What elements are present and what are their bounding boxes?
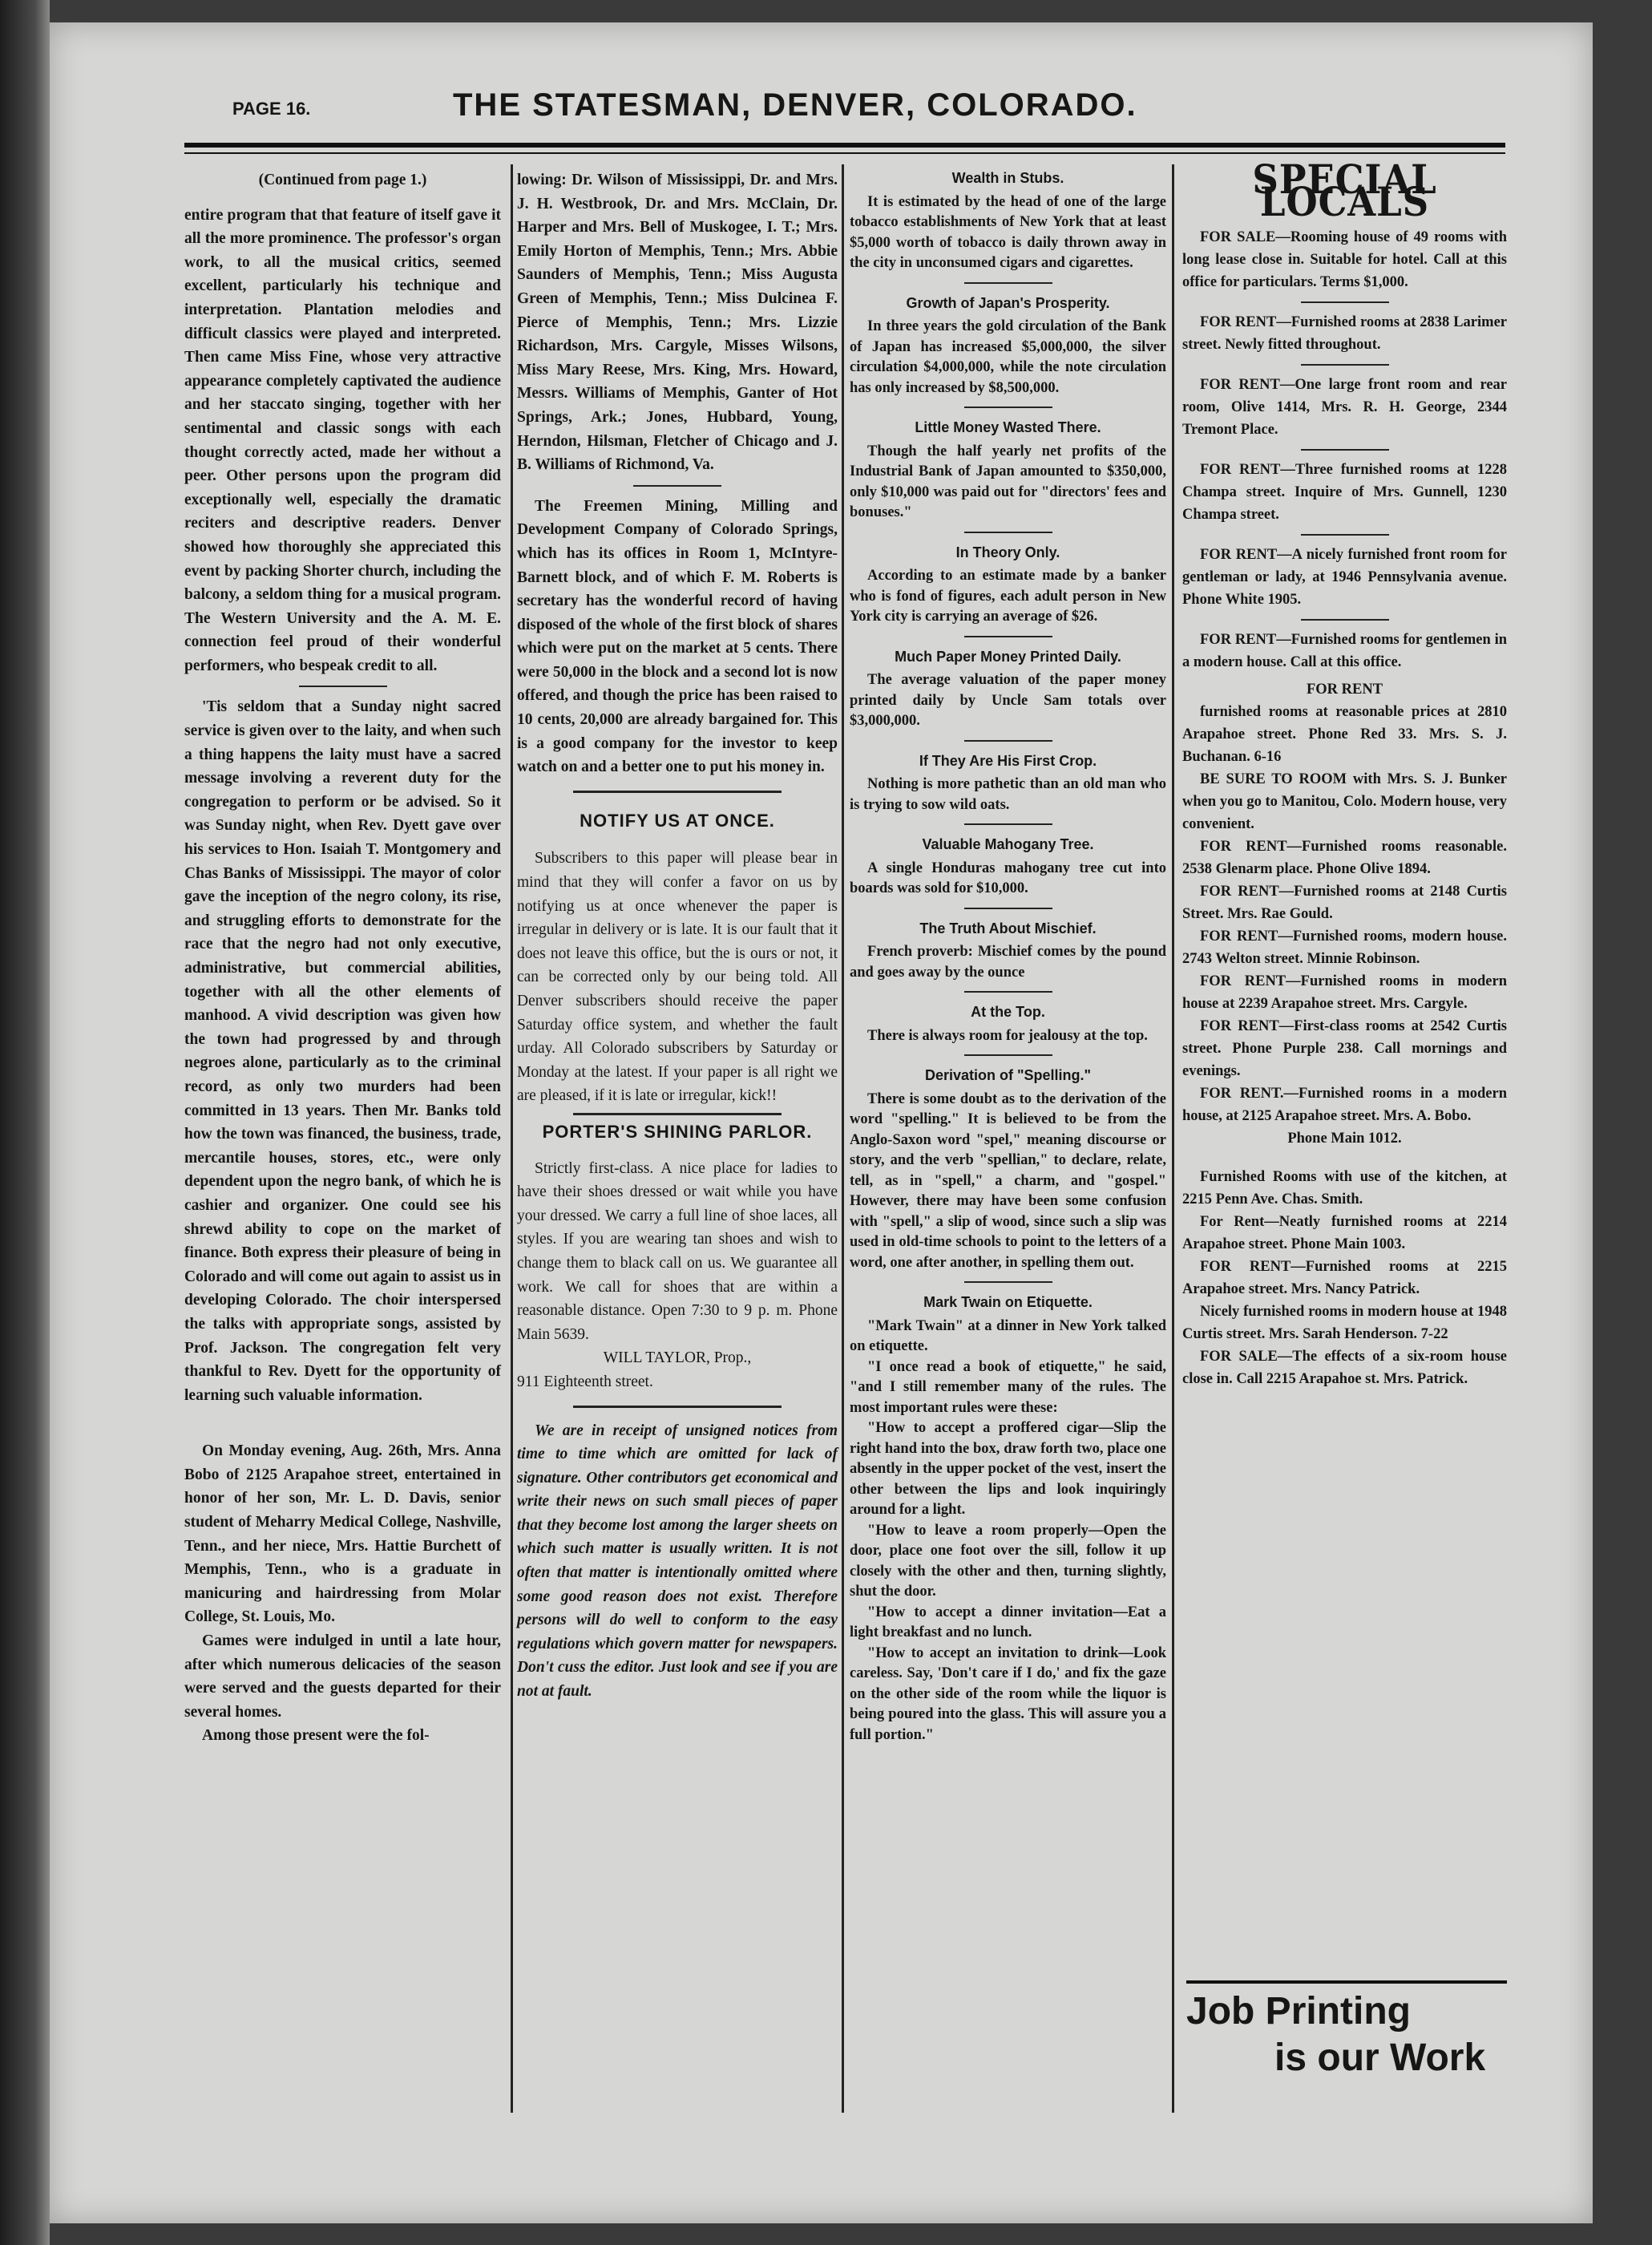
separator [964,636,1052,637]
article-paragraph: Among those present were the fol- [202,1727,430,1745]
headline: Growth of Japan's Prosperity. [906,294,1110,311]
column-2 [517,168,838,1704]
separator [964,823,1052,825]
job-printing-rule [1186,1980,1507,1984]
classified-ad: FOR SALE—The effects of a six-room house close in. Call 2215 Arapahoe st. Mrs. Patrick. [1182,1349,1507,1387]
column-rule-2 [842,164,844,2113]
masthead-rule-thin [184,152,1505,154]
mining-company-notice: The Freemen Mining, Milling and Development Company of Colorado Springs, which has its offices in Room 1, McIntyre-Barnett block, and of which F. M. Roberts is secretary has the wonderful record of having disposed of the whole of the first block of shares which were put on the market at 5 cents. There were 50,000 in the block and a second lot is now offered, and though the price has been raised to 10 cents, 20,000 are already bargained for. This is a good company for the investor to keep watch on and a better one to put his money in. [517,497,838,776]
item-body: "How to leave a room properly—Open the door, place one foot over the sill, follow it up closely with the other and then, turning slightly, shut the door. [850,1522,1166,1600]
classified-ad: FOR RENT—Three furnished rooms at 1228 Champa street. Inquire of Mrs. Gunnell, 1230 Champa street. [1182,462,1507,523]
page-number: PAGE 16. [232,99,311,119]
classified-ad: BE SURE TO ROOM with Mrs. S. J. Bunker when you go to Manitou, Colo. Modern house, very convenient. [1182,771,1507,832]
classified-ad: For Rent—Neatly furnished rooms at 2214 Arapahoe street. Phone Main 1003. [1182,1214,1507,1252]
classified-ad: FOR RENT—First-class rooms at 2542 Curtis street. Phone Purple 238. Call mornings and evenings. [1182,1018,1507,1079]
item-body: It is estimated by the head of one of the large tobacco establishments of New York that at least $5,000 worth of tobacco is daily thrown away in the city in unconsumed cigars and cigarettes. [850,193,1166,271]
classified-ad: FOR RENT—One large front room and rear room, Olive 1414, Mrs. R. H. George, 2344 Tremont Place. [1182,377,1507,438]
column-rule-3 [1172,164,1174,2113]
classified-ad: FOR RENT—Furnished rooms at 2838 Larimer street. Newly fitted throughout. [1182,314,1507,353]
classified-ad: FOR RENT—Furnished rooms for gentlemen in a modern house. Call at this office. [1182,632,1507,670]
separator [1301,534,1389,536]
unsigned-notice: We are in receipt of unsigned notices from time to time which are omitted for lack of signature. Other contributors get economical and write their news on such small pieces of paper that they become lost among the larger sheets on which such matter is usually written. It is not often that matter is intentionally omitted where some good reason does not exist. Therefore persons will do well to conform to the easy regulations which govern matter for newspapers. Don't cuss the editor. Just look and see if you are not at fault. [517,1422,838,1701]
headline: Mark Twain on Etiquette. [923,1294,1093,1310]
headline: At the Top. [971,1004,1045,1020]
separator [964,282,1052,284]
separator [299,686,387,687]
separator [964,740,1052,742]
masthead-rule [184,143,1505,148]
classified-ad: furnished rooms at reasonable prices at 2810 Arapahoe street. Phone Red 33. Mrs. S. J. Buchanan. 6-16 [1182,704,1507,765]
classified-ad: Nicely furnished rooms in modern house at 1948 Curtis street. Mrs. Sarah Henderson. 7-22 [1182,1304,1507,1342]
special-locals-title: SPECIAL LOCALS [1252,156,1437,225]
porter-body: Strictly first-class. A nice place for ladies to have their shoes dressed or wait while you have your dressed. We carry a full line of shoe laces, all styles. If you are wearing tan shoes and wish to change them to black call on us. We guarantee all work. We call for shoes that are within a reasonable distance. Open 7:30 to 9 p. m. Phone Main 5639. [517,1159,838,1343]
separator [1301,301,1389,303]
job-printing-line1: Job Printing [1186,1990,1411,2033]
item-body: "How to accept a proffered cigar—Slip the right hand into the box, draw forth two, place one absently in the upper pocket of the vest, insert the other between the lips and look inquiringly around for a light. [850,1420,1166,1518]
separator [1301,449,1389,451]
article-paragraph: 'Tis seldom that a Sunday night sacred service is given over to the laity, and when such a thing happens the laity must have a sacred message involving a reverent duty for the congregation to perform or be advised. So it was Sunday night, when Rev. Dyett gave over his services to Hon. Isaiah T. Montgomery and Chas Banks of Mississippi. The mayor of color gave the inception of the negro colony, its rise, and struggling efforts to demonstrate for the race that the negro had not only executive, administrative, but commercial abilities, together with all the other elements of manhood. A vivid description was given how the town had progressed by and through negroes alone, particularly as to the criminal record, as only two murders had been committed in 13 years. Then Mr. Banks told how the town was financed, the business, trade, mercantile houses, stores, etc., were only dependent upon the negro bank, of which he is cashier and organizer. One could see his shrewd ability to cope on the market of finance. Both express their pleasure of being in Colorado and will come out again to assist us in developing Colorado. The choir interspersed the talks with appropriate songs, assisted by Prof. Jackson. The congregation felt very thankful to Rev. Dyett for the opportunity of learning such valuable information. [184,698,501,1404]
item-body: In three years the gold circulation of the Bank of Japan has increased $5,000,000, the silver circulation $4,000,000, while the note circulation has only increased by $8,500,000. [850,318,1166,396]
column-1 [184,168,501,1748]
headline: Much Paper Money Printed Daily. [895,648,1121,665]
headline: Valuable Mahogany Tree. [922,836,1094,852]
porter-heading: PORTER'S SHINING PARLOR. [542,1121,813,1142]
article-paragraph: Games were indulged in until a late hour, after which numerous delicacies of the season were served and the guests departed for their several homes. [184,1632,501,1721]
item-body: There is always room for jealousy at the top. [867,1027,1148,1044]
column-rule-1 [511,164,513,2113]
separator [573,1406,782,1408]
classified-ad: FOR RENT—Furnished rooms reasonable. 2538 Glenarm place. Phone Olive 1894. [1182,839,1507,877]
separator [1301,364,1389,366]
item-body: "I once read a book of etiquette," he said, "and I still remember many of the rules. The most important rules were these: [850,1358,1166,1416]
continued-line: (Continued from page 1.) [258,172,427,188]
item-body: A single Honduras mahogany tree cut into boards was sold for $10,000. [850,860,1166,896]
item-body: According to an estimate made by a banker who is fond of figures, each adult person in New York city is carrying an average of $26. [850,568,1166,625]
porter-address: 911 Eighteenth street. [517,1373,653,1390]
classified-ad: Furnished Rooms with use of the kitchen, at 2215 Penn Ave. Chas. Smith. [1182,1169,1507,1207]
headline: The Truth About Mischief. [919,920,1097,936]
classified-ad: FOR RENT—Furnished rooms in modern house at 2239 Arapahoe street. Mrs. Cargyle. [1182,973,1507,1012]
separator [964,1054,1052,1056]
item-body: Though the half yearly net profits of the Industrial Bank of Japan amounted to $350,000, only $10,000 was paid out for "directors' fees and bonuses." [850,443,1166,520]
separator [964,1281,1052,1283]
separator [573,1113,782,1115]
item-body: There is some doubt as to the derivation of the word "spelling." It is believed to be from the Anglo-Saxon word "spel," meaning discourse or story, and the verb "spellian," to declare, relate, tell, as in "spell," a charm, and "gospel." However, there may have been some confusion with "spell," a slip of wood, since such a slip was used in old-time schools to point to the letters of a word, one after another, in spelling them out. [850,1090,1166,1271]
job-printing-banner [1186,1988,1507,2081]
item-body: The average valuation of the paper money printed daily by Uncle Sam totals over $3,000,000. [850,672,1166,729]
separator [964,908,1052,909]
scan-edge [0,0,50,2245]
item-body: "How to accept a dinner invitation—Eat a light breakfast and no lunch. [850,1604,1166,1640]
classified-ad: FOR RENT—A nicely furnished front room for gentleman or lady, at 1946 Pennsylvania avenue. Phone White 1905. [1182,547,1507,608]
headline: Little Money Wasted There. [915,419,1101,435]
notify-heading: NOTIFY US AT ONCE. [580,810,775,831]
classified-ad: FOR RENT—Furnished rooms at 2215 Arapahoe street. Mrs. Nancy Patrick. [1182,1259,1507,1297]
notify-body: Subscribers to this paper will please bear in mind that they will confer a favor on us by notifying us at once whenever the paper is irregular in delivery or is late. It is our fault that it does not leave this office, but the is ours or not, it can be corrected only by our being told. All Denver subscribers should receive the paper Saturday office system, and whether the fault urday. All Colorado subscribers by Saturday or Monday at the latest. If your paper is all right we are pleased, if it is late or irregular, kick!! [517,850,838,1105]
item-body: Nothing is more pathetic than an old man who is trying to sow wild oats. [850,776,1166,813]
article-paragraph: On Monday evening, Aug. 26th, Mrs. Anna Bobo of 2125 Arapahoe street, entertained in honor of her son, Mr. L. D. Davis, senior student of Meharry Medical College, Nashville, Tenn., and her niece, Mrs. Hattie Burchett of Memphis, Tenn., who is a graduate in manicuring and hairdressing from Molar College, St. Louis, Mo. [184,1442,501,1626]
headline: If They Are His First Crop. [919,752,1097,769]
for-rent-heading: FOR RENT [1306,682,1383,698]
headline: In Theory Only. [955,544,1060,560]
separator [964,991,1052,993]
separator [633,485,721,487]
job-printing-line2: is our Work [1274,2037,1486,2079]
separator [964,532,1052,533]
separator [1301,619,1389,621]
classified-ad: FOR RENT—Furnished rooms, modern house. 2743 Welton street. Minnie Robinson. [1182,928,1507,967]
headline: Wealth in Stubs. [951,170,1064,186]
column-3 [850,168,1166,1745]
classified-ad: FOR SALE—Rooming house of 49 rooms with long lease close in. Suitable for hotel. Call at this office for particulars. Terms $1,000. [1182,229,1507,290]
article-paragraph: lowing: Dr. Wilson of Mississippi, Dr. and Mrs. J. H. Westbrook, Dr. and Mrs. McClain, Dr. Harper and Mrs. Bell of Muskogee, I. T.; Mrs. Emily Horton of Memphis, Tenn.; Mrs. Abbie Saunders of Memphis, Tenn.; Miss Augusta Green of Memphis, Tenn.; Miss Dulcinea F. Pierce of Memphis, Tenn.; Mrs. Lizzie Richardson, Mrs. Cargyle, Misses Wilsons, Miss Mary Reese, Mrs. King, Mrs. Howard, Messrs. Williams of Memphis, Ganter of Hot Springs, Ark.; Jones, Hubbard, Young, Herndon, Hilsman, Fletcher of Chicago and J. B. Williams of Richmond, Va. [517,172,838,474]
separator [573,791,782,793]
headline: Derivation of "Spelling." [924,1067,1092,1083]
separator [964,407,1052,408]
item-body: "Mark Twain" at a dinner in New York talked on etiquette. [850,1317,1166,1354]
classified-ad: FOR RENT—Furnished rooms at 2148 Curtis Street. Mrs. Rae Gould. [1182,884,1507,922]
classified-ad: FOR RENT.—Furnished rooms in a modern house, at 2125 Arapahoe street. Mrs. A. Bobo. [1182,1086,1507,1124]
bobo-phone: Phone Main 1012. [1287,1131,1402,1147]
item-body: "How to accept an invitation to drink—Look careless. Say, 'Don't care if I do,' and fix the gaze on the other side of the room while the liquor is being poured into the glass. This will assure you a full portion." [850,1644,1166,1743]
porter-proprietor: WILL TAYLOR, Prop., [603,1349,752,1367]
masthead [0,84,1652,132]
newspaper-title: THE STATESMAN, DENVER, COLORADO. [453,87,1137,123]
article-paragraph: entire program that that feature of itself gave it all the more prominence. The professor's organ work, to all the musical critics, seemed excellent, particularly his technique and interpretation. Plantation melodies and difficult classics were played and interpreted. Then came Miss Fine, whose very attractive appearance completely captivated the audience and her staccato singing, together with her sentimental and classic songs with each thought correctly acted, made her without a peer. Other persons upon the program did exceptionally well, especially the dramatic reciters and descriptive readers. Denver showed how thoroughly she appreciated this event by packing Shorter church, including the balcony, a seldom thing for a musical program. The Western University and the A. M. E. connection feel proud of their wonderful performers, who bespeak credit to all. [184,206,501,674]
item-body: French proverb: Mischief comes by the pound and goes away by the ounce [850,944,1166,981]
column-4 [1182,156,1507,1390]
